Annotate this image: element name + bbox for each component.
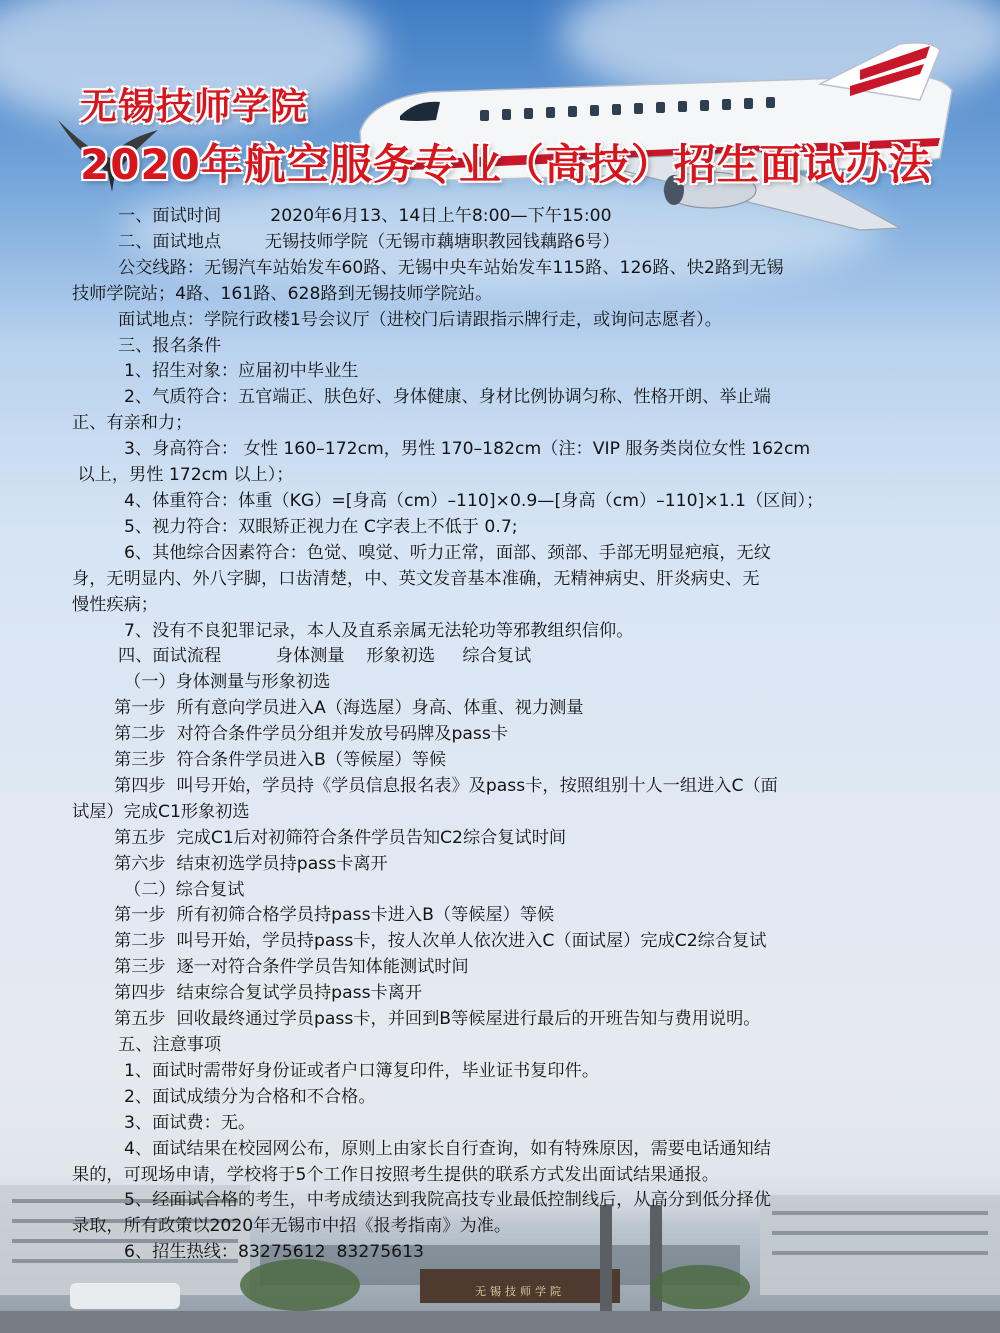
- note-item: 1、面试时需带好身份证或者户口簿复印件，毕业证书复印件。: [124, 1060, 600, 1081]
- registration-item: 7、没有不良犯罪记录，本人及直系亲属无法轮功等邪教组织信仰。: [124, 620, 634, 641]
- subsection-heading: （二）综合复试: [124, 879, 245, 900]
- title-main: 2020年航空服务专业（高技）招生面试办法: [80, 140, 932, 189]
- step-item: 第四步 叫号开始，学员持《学员信息报名表》及pass卡，按照组别十人一组进入C（面: [114, 775, 778, 796]
- registration-item: 正、有亲和力；: [72, 413, 193, 434]
- registration-item: 5、视力符合：双眼矫正视力在 C字表上不低于 0.7;: [124, 516, 518, 537]
- registration-item: 4、体重符合：体重（KG）=[身高（cm）–110]×0.9—[身高（cm）–110]×1.1（区间）；: [124, 490, 824, 511]
- registration-item: 慢性疾病；: [72, 594, 158, 615]
- step-item: 第五步 回收最终通过学员pass卡，并回到B等候屋进行最后的开班告知与费用说明。: [114, 1009, 761, 1030]
- campus-sign: 无锡技师学院: [475, 1285, 565, 1298]
- step-item: 第二步 对符合条件学员分组并发放号码牌及pass卡: [114, 724, 509, 745]
- article-body: [72, 204, 962, 1266]
- note-item: 录取，所有政策以2020年无锡市中招《报考指南》为准。: [72, 1216, 512, 1237]
- note-item: 果的，可现场申请，学校将于5个工作日按照考生提供的联系方式发出面试结果通报。: [72, 1164, 719, 1185]
- step-item: 第一步 所有意向学员进入A（海选屋）身高、体重、视力测量: [114, 698, 584, 719]
- section-heading-flow: 四、面试流程 身体测量 形象初选 综合复试: [118, 646, 532, 667]
- note-item: 2、面试成绩分为合格和不合格。: [124, 1086, 376, 1107]
- registration-item: 2、气质符合：五官端正、肤色好、身体健康、身材比例协调匀称、性格开朗、举止端: [124, 387, 771, 408]
- step-item: 第四步 结束综合复试学员持pass卡离开: [114, 983, 423, 1004]
- step-item: 第五步 完成C1后对初筛符合条件学员告知C2综合复试时间: [114, 827, 567, 848]
- subsection-heading: （一）身体测量与形象初选: [124, 672, 331, 693]
- registration-item: 身，无明显内、外八字脚，口齿清楚，中、英文发音基本准确，无精神病史、肝炎病史、无: [72, 568, 760, 589]
- note-item: 4、面试结果在校园网公布，原则上由家长自行查询，如有特殊原因，需要电话通知结: [124, 1138, 771, 1159]
- section-time: 一、面试时间 2020年6月13、14日上午8:00—下午15:00: [118, 206, 612, 226]
- bus-route-line: 技师学院站；4路、161路、628路到无锡技师学院站。: [72, 283, 493, 304]
- step-item: 第六步 结束初选学员持pass卡离开: [114, 853, 388, 874]
- step-item: 试屋）完成C1形象初选: [72, 801, 250, 822]
- step-item: 第三步 逐一对符合条件学员告知体能测试时间: [114, 957, 469, 978]
- step-item: 第二步 叫号开始，学员持pass卡，按人次单人依次进入C（面试屋）完成C2综合复试: [114, 931, 767, 952]
- section-heading-notes: 五、注意事项: [118, 1035, 222, 1055]
- registration-item: 以上，男性 172cm 以上）；: [72, 465, 294, 486]
- registration-item: 6、其他综合因素符合：色觉、嗅觉、听力正常，面部、颈部、手部无明显疤痕，无纹: [124, 542, 771, 563]
- note-item: 3、面试费：无。: [124, 1112, 256, 1133]
- hotline: 6、招生热线：83275612 83275613: [124, 1242, 424, 1263]
- section-heading-registration: 三、报名条件: [118, 335, 222, 356]
- step-item: 第三步 符合条件学员进入B（等候屋）等候: [114, 750, 447, 771]
- step-item: 第一步 所有初筛合格学员持pass卡进入B（等候屋）等候: [114, 905, 555, 926]
- title-school: 无锡技师学院: [80, 85, 308, 128]
- registration-item: 1、招生对象：应届初中毕业生: [124, 361, 359, 382]
- note-item: 5、经面试合格的考生，中考成绩达到我院高技专业最低控制线后，从高分到低分择优: [124, 1190, 771, 1211]
- registration-item: 3、身高符合： 女性 160–172cm，男性 170–182cm（注：VIP 服务类岗位女性 162cm: [124, 439, 811, 460]
- bus-route-line: 公交线路：无锡汽车站始发车60路、无锡中央车站始发车115路、126路、快2路到无锡: [118, 257, 784, 278]
- venue-line: 面试地点：学院行政楼1号会议厅（进校门后请跟指示牌行走，或询问志愿者）。: [118, 309, 722, 330]
- section-place: 二、面试地点 无锡技师学院（无锡市藕塘职教园钱藕路6号）: [118, 231, 620, 252]
